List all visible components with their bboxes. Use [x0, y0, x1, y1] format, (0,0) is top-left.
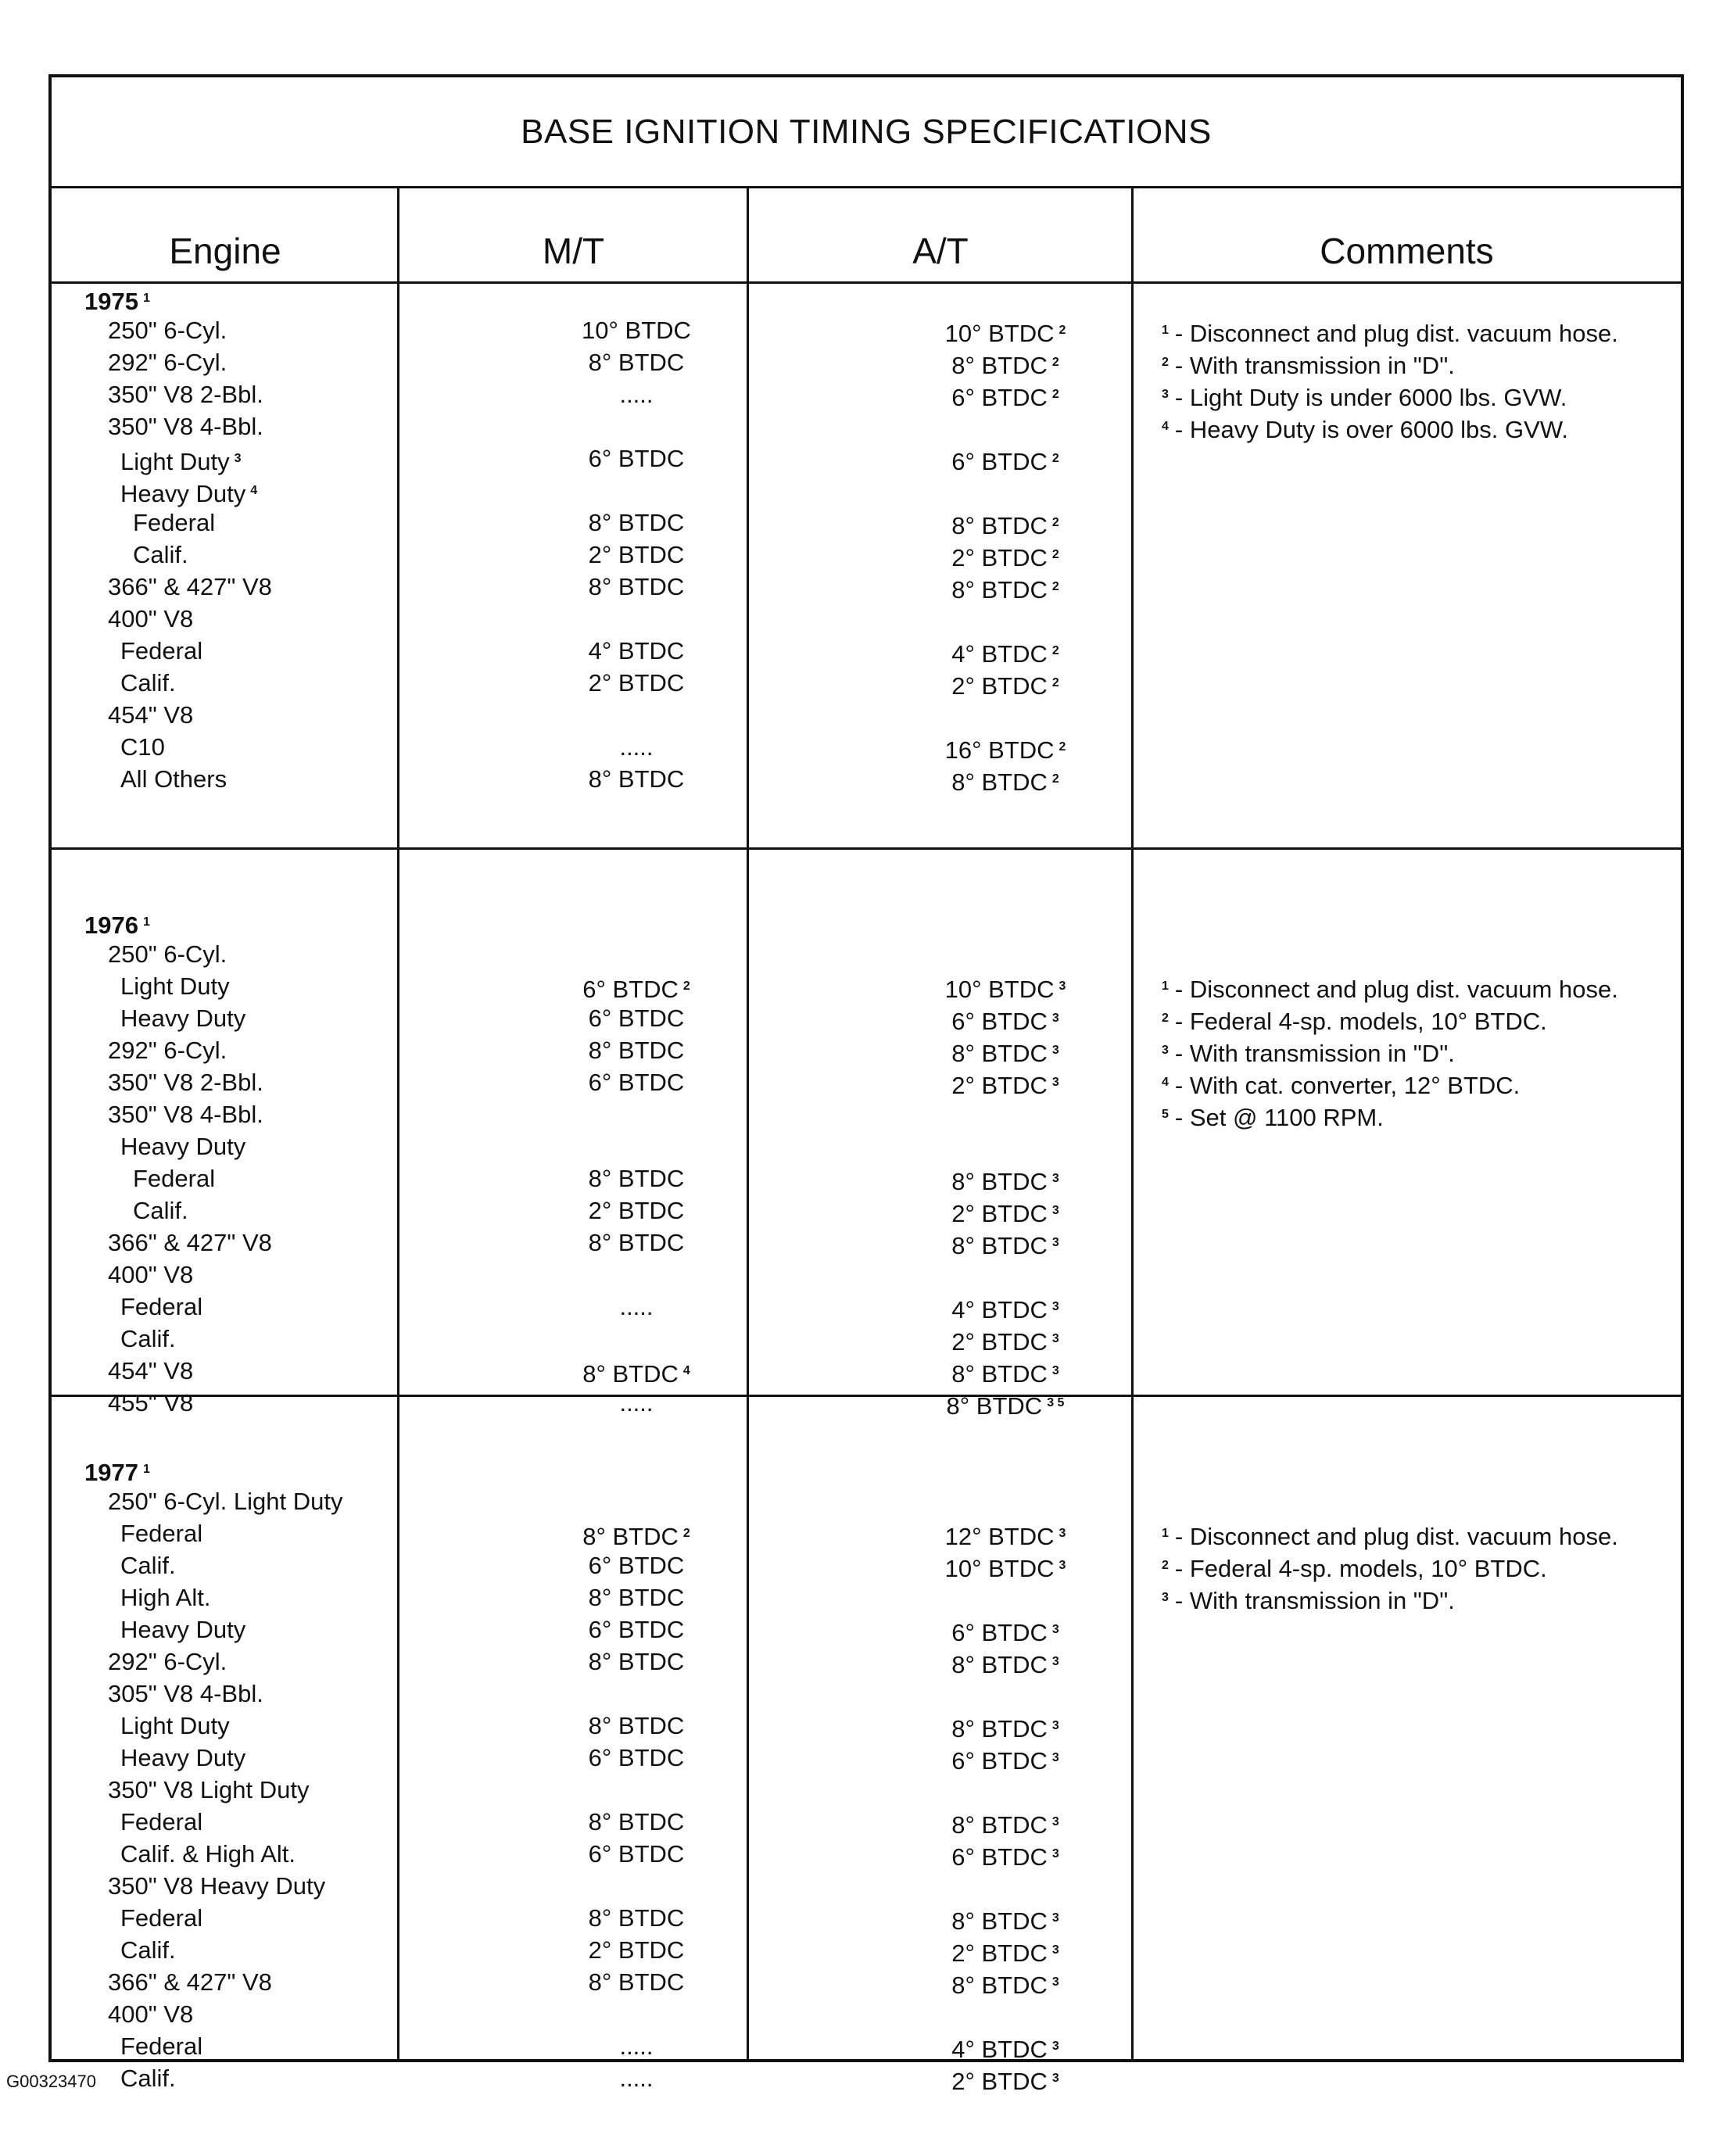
comment-row	[52, 1517, 1681, 1549]
footnote-marker: 2	[1051, 772, 1059, 786]
footnote-marker: 3	[1059, 1559, 1066, 1572]
at-cell: 2° BTDC $^3$	[951, 1072, 1059, 1099]
table-row	[52, 1162, 1681, 1194]
footnote-marker: 3	[1051, 1172, 1059, 1185]
at-cell: 4° BTDC $^3$	[951, 1296, 1059, 1323]
mt-cell: .....	[619, 1293, 654, 1320]
table-row	[52, 1355, 1681, 1387]
table-row	[52, 1998, 1681, 2030]
at-cell: 6° BTDC $^3$	[951, 1619, 1059, 1646]
engine-cell: Federal	[120, 1293, 203, 1320]
table-row	[52, 1774, 1681, 1806]
mt-cell: .....	[619, 2032, 654, 2060]
engine-cell: Calif.	[120, 2065, 176, 2092]
mt-cell: 8° BTDC	[588, 1229, 685, 1256]
mt-cell: 8° BTDC	[588, 509, 685, 536]
footnote-marker: 3	[1051, 1044, 1059, 1057]
engine-cell: Federal	[120, 1904, 203, 1932]
footnote-marker: 3	[1051, 1911, 1059, 1925]
engine-cell: 350" V8 Heavy Duty	[108, 1872, 326, 1900]
footnote-marker: 3	[1051, 2072, 1059, 2085]
engine-cell: 250" 6-Cyl.	[108, 940, 227, 968]
comment-row	[52, 1034, 1681, 1066]
at-cell: 8° BTDC $^2$	[951, 352, 1059, 379]
mt-cell: 8° BTDC	[588, 1165, 685, 1192]
table-row	[52, 2030, 1681, 2062]
table-row	[52, 699, 1681, 731]
table-row	[52, 763, 1681, 795]
footnote-marker: 3 5	[1047, 1396, 1065, 1409]
figure-id: G00323470	[6, 2072, 96, 2091]
at-cell: 10° BTDC $^2$	[944, 320, 1066, 347]
engine-cell: Heavy Duty	[120, 1744, 246, 1771]
year-row	[52, 1453, 1681, 1485]
engine-cell: Light Duty	[120, 1712, 230, 1739]
at-cell: 8° BTDC $^3$	[951, 1907, 1059, 1935]
footnote-marker: 3	[1051, 1623, 1059, 1636]
at-cell: 6° BTDC $^3$	[951, 1008, 1059, 1035]
engine-cell: All Others	[120, 765, 227, 793]
mt-cell: 8° BTDC	[588, 349, 685, 376]
engine-cell: 366" & 427" V8	[108, 573, 272, 600]
footnote-marker: 3	[1059, 980, 1066, 993]
engine-cell: Light Duty $^3$	[120, 448, 242, 475]
mt-cell: 2° BTDC	[588, 1936, 685, 1964]
footnote-marker: 3	[1051, 1719, 1059, 1732]
footnote-marker: 3	[1162, 1591, 1169, 1604]
footnote-marker: 3	[1051, 1655, 1059, 1668]
footnote-marker: 2	[682, 1527, 690, 1540]
engine-cell: 292" 6-Cyl.	[108, 1037, 227, 1064]
at-cell: 2° BTDC $^2$	[951, 672, 1059, 700]
mt-cell: 6° BTDC	[588, 1840, 685, 1868]
engine-cell: Heavy Duty	[120, 1616, 246, 1643]
year-row	[52, 282, 1681, 314]
table-row	[52, 1742, 1681, 1774]
at-cell: 6° BTDC $^3$	[951, 1747, 1059, 1775]
mt-cell: 8° BTDC $^4$	[582, 1360, 690, 1388]
model-year: 1977 $^1$	[84, 1459, 150, 1486]
comment-text: $^4$ - With cat. converter, 12° BTDC.	[1162, 1072, 1521, 1099]
at-cell: 8° BTDC $^2$	[951, 512, 1059, 539]
table-row	[52, 1291, 1681, 1323]
engine-cell: 292" 6-Cyl.	[108, 349, 227, 376]
footnote-marker: 1	[1162, 1527, 1169, 1540]
footnote-marker: 2	[682, 980, 690, 993]
engine-cell: Calif.	[120, 669, 176, 697]
engine-cell: Federal	[133, 509, 216, 536]
table-row	[52, 667, 1681, 699]
engine-cell: 366" & 427" V8	[108, 1968, 272, 1996]
at-cell: 2° BTDC $^3$	[951, 1939, 1059, 1967]
engine-cell: 454" V8	[108, 701, 194, 729]
engine-cell: 350" V8 4-Bbl.	[108, 1101, 263, 1128]
table-row	[52, 731, 1681, 763]
footnote-marker: 3	[1051, 1847, 1059, 1861]
at-cell: 8° BTDC $^2$	[951, 576, 1059, 603]
comment-row	[52, 1098, 1681, 1130]
mt-cell: 8° BTDC	[588, 1584, 685, 1611]
footnote-marker: 2	[1051, 356, 1059, 369]
footnote-marker: 2	[1051, 548, 1059, 561]
mt-cell: 4° BTDC	[588, 637, 685, 664]
table-row	[52, 1130, 1681, 1162]
engine-cell: 400" V8	[108, 2000, 194, 2028]
comment-text: $^3$ - With transmission in "D".	[1162, 1040, 1455, 1067]
at-cell: 4° BTDC $^3$	[951, 2036, 1059, 2063]
footnote-marker: 4	[1162, 1076, 1169, 1089]
engine-cell: High Alt.	[120, 1584, 211, 1611]
comment-row	[52, 346, 1681, 378]
mt-cell: 6° BTDC	[588, 1069, 685, 1096]
engine-cell: Federal	[120, 637, 203, 664]
comment-text: $^2$ - Federal 4-sp. models, 10° BTDC.	[1162, 1008, 1547, 1035]
at-cell: 8° BTDC $^3$	[951, 1168, 1059, 1195]
mt-cell: 2° BTDC	[588, 541, 685, 568]
comment-text: $^3$ - With transmission in "D".	[1162, 1587, 1455, 1614]
engine-cell: 454" V8	[108, 1357, 194, 1384]
comment-text: $^3$ - Light Duty is under 6000 lbs. GVW.	[1162, 384, 1567, 411]
table-row	[52, 1194, 1681, 1227]
at-cell: 6° BTDC $^2$	[951, 448, 1059, 475]
section-divider	[52, 847, 1681, 850]
footnote-marker: 3	[1051, 1300, 1059, 1313]
at-cell: 2° BTDC $^3$	[951, 1328, 1059, 1356]
table-row	[52, 603, 1681, 635]
footnote-marker: 3	[1051, 1975, 1059, 1989]
at-cell: 8° BTDC $^3$	[951, 1972, 1059, 1999]
footnote-marker: 3	[1162, 388, 1169, 401]
header-engine: Engine	[169, 231, 281, 271]
comment-text: $^1$ - Disconnect and plug dist. vacuum hose.	[1162, 320, 1618, 347]
engine-cell: Heavy Duty	[120, 1005, 246, 1032]
footnote-marker: 2	[1051, 516, 1059, 529]
footnote-marker: 3	[1059, 1527, 1066, 1540]
table-row	[52, 475, 1681, 507]
mt-cell: .....	[619, 733, 654, 761]
table-row	[52, 539, 1681, 571]
footnote-marker: 3	[1051, 1364, 1059, 1377]
comment-row	[52, 1581, 1681, 1613]
mt-cell: 10° BTDC	[582, 317, 691, 344]
mt-cell: 8° BTDC	[588, 1808, 685, 1835]
footnote-marker: 3	[1051, 1204, 1059, 1217]
year-row	[52, 906, 1681, 938]
at-cell: 8° BTDC $^3$	[951, 1232, 1059, 1259]
at-cell: 10° BTDC $^3$	[944, 976, 1066, 1003]
footnote-marker: 2	[1162, 1559, 1169, 1572]
engine-cell: Calif. & High Alt.	[120, 1840, 296, 1868]
engine-cell: Heavy Duty	[120, 1133, 246, 1160]
engine-cell: Federal	[133, 1165, 216, 1192]
engine-cell: Federal	[120, 1808, 203, 1835]
footnote-marker: 3	[1051, 1751, 1059, 1764]
mt-cell: 8° BTDC	[588, 765, 685, 793]
mt-cell: 6° BTDC $^2$	[582, 976, 690, 1003]
footnote-marker: 3	[1051, 1815, 1059, 1828]
mt-cell: 8° BTDC $^2$	[582, 1523, 690, 1550]
engine-cell: Calif.	[133, 1197, 188, 1224]
table-row	[52, 1485, 1681, 1517]
at-cell: 8° BTDC $^3$	[951, 1715, 1059, 1742]
table-row	[52, 1227, 1681, 1259]
comment-text: $^2$ - Federal 4-sp. models, 10° BTDC.	[1162, 1555, 1547, 1582]
at-cell: 4° BTDC $^2$	[951, 640, 1059, 668]
engine-cell: 455" V8	[108, 1389, 194, 1416]
footnote-marker: 2	[1162, 1012, 1169, 1025]
at-cell: 8° BTDC $^3$	[951, 1811, 1059, 1839]
header-at: A/T	[912, 231, 969, 271]
footnote-marker: 2	[1051, 388, 1059, 401]
footnote-marker: 1	[142, 915, 150, 929]
header-comments: Comments	[1320, 231, 1494, 271]
comment-row	[52, 314, 1681, 346]
comment-row	[52, 1549, 1681, 1581]
at-cell: 2° BTDC $^3$	[951, 2068, 1059, 2095]
footnote-marker: 3	[1162, 1044, 1169, 1057]
table-row	[52, 507, 1681, 539]
at-cell: 8° BTDC $^3$	[951, 1040, 1059, 1067]
engine-cell: Federal	[120, 1520, 203, 1547]
mt-cell: 6° BTDC	[588, 1616, 685, 1643]
model-year: 1975 $^1$	[84, 288, 150, 315]
engine-cell: 305" V8 4-Bbl.	[108, 1680, 263, 1707]
footnote-marker: 4	[250, 484, 258, 497]
footnote-marker: 2	[1051, 644, 1059, 657]
comment-text: $^2$ - With transmission in "D".	[1162, 352, 1455, 379]
footnote-marker: 4	[1162, 420, 1169, 433]
mt-cell: .....	[619, 1389, 654, 1416]
table-row	[52, 442, 1681, 475]
mt-cell: 2° BTDC	[588, 669, 685, 697]
mt-cell: 8° BTDC	[588, 1904, 685, 1932]
footnote-marker: 2	[1059, 740, 1066, 754]
engine-cell: 350" V8 2-Bbl.	[108, 381, 263, 408]
at-cell: 8° BTDC $^2$	[951, 768, 1059, 796]
engine-cell: Calif.	[120, 1552, 176, 1579]
footnote-marker: 1	[1162, 980, 1169, 993]
header-mt: M/T	[542, 231, 605, 271]
at-cell: 8° BTDC $^3$	[951, 1360, 1059, 1388]
mt-cell: 8° BTDC	[588, 1968, 685, 1996]
footnote-marker: 5	[1162, 1108, 1169, 1121]
at-cell: 2° BTDC $^2$	[951, 544, 1059, 571]
table-row	[52, 1806, 1681, 1838]
table-title: BASE IGNITION TIMING SPECIFICATIONS	[52, 77, 1681, 188]
mt-cell: 8° BTDC	[588, 1648, 685, 1675]
at-cell: 16° BTDC $^2$	[944, 736, 1066, 764]
table-row	[52, 1838, 1681, 1870]
table-row	[52, 1387, 1681, 1419]
engine-cell: Light Duty	[120, 972, 230, 1000]
comment-text: $^1$ - Disconnect and plug dist. vacuum hose.	[1162, 1523, 1618, 1550]
footnote-marker: 1	[1162, 324, 1169, 337]
footnote-marker: 2	[1051, 676, 1059, 689]
engine-cell: Calif.	[133, 541, 188, 568]
footnote-marker: 2	[1051, 580, 1059, 593]
comment-row	[52, 378, 1681, 410]
mt-cell: .....	[619, 381, 654, 408]
comment-row	[52, 410, 1681, 442]
footnote-marker: 4	[682, 1364, 690, 1377]
engine-cell: 292" 6-Cyl.	[108, 1648, 227, 1675]
table-row	[52, 2062, 1681, 2094]
engine-cell: 400" V8	[108, 1261, 194, 1288]
model-year: 1976 $^1$	[84, 911, 150, 939]
footnote-marker: 3	[1051, 1012, 1059, 1025]
footnote-marker: 3	[1051, 1943, 1059, 1957]
table-row	[52, 1678, 1681, 1710]
footnote-marker: 1	[142, 1463, 150, 1476]
at-cell: 8° BTDC $^{3 5}$	[946, 1392, 1065, 1420]
engine-cell: 350" V8 2-Bbl.	[108, 1069, 263, 1096]
table-row	[52, 1613, 1681, 1646]
comment-row	[52, 1066, 1681, 1098]
engine-cell: C10	[120, 733, 165, 761]
footnote-marker: 2	[1051, 452, 1059, 465]
engine-cell: Calif.	[120, 1325, 176, 1352]
engine-cell: 400" V8	[108, 605, 194, 632]
table-row	[52, 1966, 1681, 1998]
footnote-marker: 2	[1162, 356, 1169, 369]
engine-cell: 250" 6-Cyl. Light Duty	[108, 1488, 343, 1515]
comment-row	[52, 970, 1681, 1002]
mt-cell: 6° BTDC	[588, 445, 685, 472]
footnote-marker: 3	[1051, 1236, 1059, 1249]
comment-row	[52, 1002, 1681, 1034]
at-cell: 12° BTDC $^3$	[944, 1523, 1066, 1550]
comment-text: $^4$ - Heavy Duty is over 6000 lbs. GVW.	[1162, 416, 1568, 443]
at-cell: 10° BTDC $^3$	[944, 1555, 1066, 1582]
table-row	[52, 571, 1681, 603]
at-cell: 6° BTDC $^2$	[951, 384, 1059, 411]
footnote-marker: 3	[1051, 1332, 1059, 1345]
engine-cell: 250" 6-Cyl.	[108, 317, 227, 344]
table-row	[52, 1934, 1681, 1966]
table-row	[52, 1259, 1681, 1291]
mt-cell: 2° BTDC	[588, 1197, 685, 1224]
mt-cell: 8° BTDC	[588, 1037, 685, 1064]
engine-cell: Calif.	[120, 1936, 176, 1964]
table-row	[52, 1710, 1681, 1742]
footnote-marker: 1	[142, 292, 150, 305]
comment-text: $^1$ - Disconnect and plug dist. vacuum hose.	[1162, 976, 1618, 1003]
table-row	[52, 1646, 1681, 1678]
table-row	[52, 1870, 1681, 1902]
engine-cell: 350" V8 Light Duty	[108, 1776, 310, 1803]
mt-cell: .....	[619, 2065, 654, 2092]
table-row	[52, 635, 1681, 667]
comment-text: $^5$ - Set @ 1100 RPM.	[1162, 1104, 1384, 1131]
footnote-marker: 3	[1051, 1076, 1059, 1089]
table-row	[52, 938, 1681, 970]
at-cell: 8° BTDC $^3$	[951, 1651, 1059, 1678]
column-header-row	[52, 188, 1681, 284]
engine-cell: Heavy Duty $^4$	[120, 480, 258, 507]
table-row	[52, 1902, 1681, 1934]
mt-cell: 6° BTDC	[588, 1744, 685, 1771]
footnote-marker: 2	[1059, 324, 1066, 337]
engine-cell: 366" & 427" V8	[108, 1229, 272, 1256]
mt-cell: 6° BTDC	[588, 1005, 685, 1032]
engine-cell: Federal	[120, 2032, 203, 2060]
mt-cell: 8° BTDC	[588, 1712, 685, 1739]
mt-cell: 6° BTDC	[588, 1552, 685, 1579]
at-cell: 6° BTDC $^3$	[951, 1843, 1059, 1871]
at-cell: 2° BTDC $^3$	[951, 1200, 1059, 1227]
footnote-marker: 3	[1051, 2040, 1059, 2053]
mt-cell: 8° BTDC	[588, 573, 685, 600]
engine-cell: 350" V8 4-Bbl.	[108, 413, 263, 440]
footnote-marker: 3	[234, 452, 242, 465]
table-row	[52, 1323, 1681, 1355]
